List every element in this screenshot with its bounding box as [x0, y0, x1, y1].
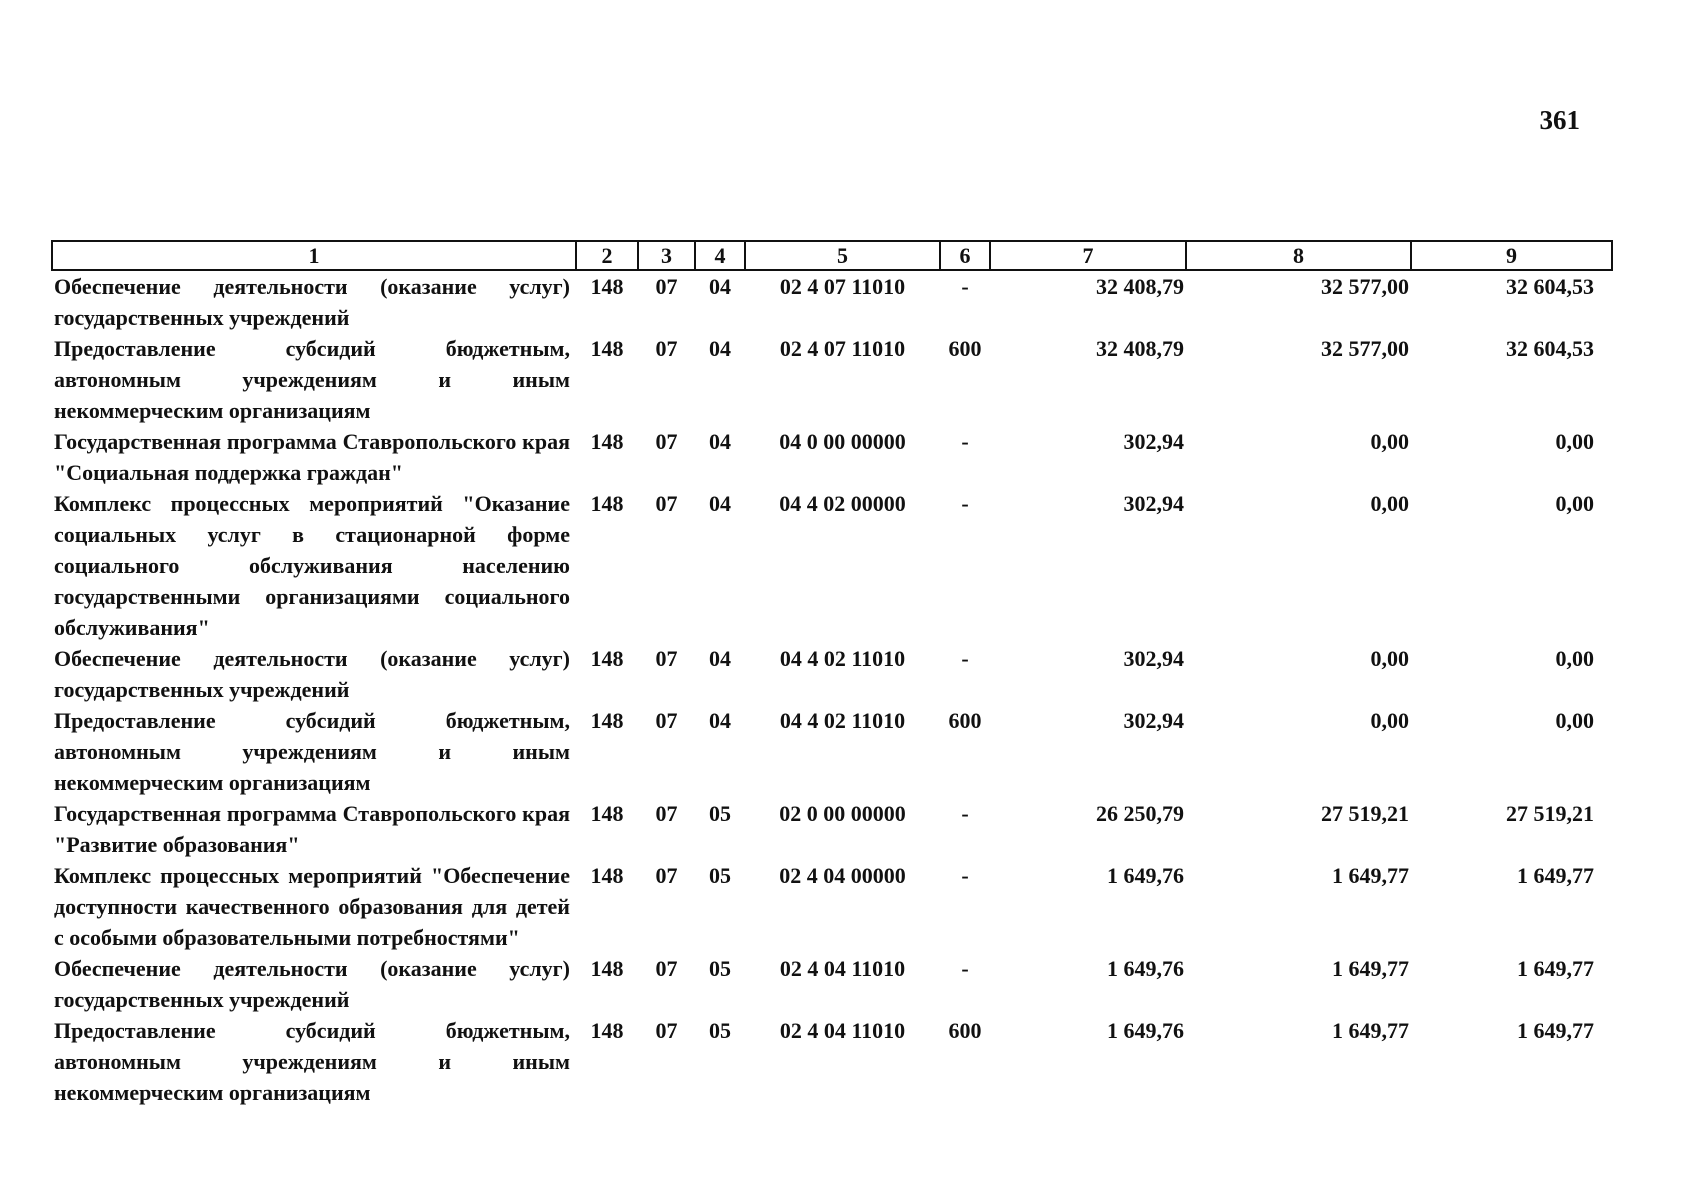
- row-sum-col7: 32 408,79: [1096, 274, 1184, 299]
- row-expense-type: -: [961, 491, 969, 516]
- row-expense-type: 600: [948, 336, 982, 361]
- row-expense-type: -: [961, 274, 969, 299]
- row-subsection: 05: [709, 863, 731, 888]
- table-row: [52, 1015, 1612, 1108]
- row-target-code: 02 0 00 00000: [779, 801, 906, 826]
- row-name: Предоставление субсидий бюджетным, автономным учреждениям и иным некоммерческим организациям: [54, 336, 570, 423]
- row-sum-col9: 0,00: [1555, 491, 1594, 516]
- budget-table: [51, 240, 1613, 1108]
- row-sum-col9: 32 604,53: [1506, 336, 1594, 361]
- row-sum-col9: 32 604,53: [1506, 274, 1594, 299]
- row-admin-code: 148: [590, 801, 624, 826]
- row-name: Обеспечение деятельности (оказание услуг) государственных учреждений: [54, 274, 570, 330]
- row-sum-col9: 0,00: [1555, 646, 1594, 671]
- table-row: [52, 426, 1612, 488]
- row-sum-col8: 0,00: [1370, 491, 1409, 516]
- row-section: 07: [655, 801, 678, 826]
- row-target-code: 02 4 07 11010: [779, 274, 906, 299]
- row-sum-col8: 0,00: [1370, 708, 1409, 733]
- row-target-code: 02 4 07 11010: [779, 336, 906, 361]
- row-expense-type: -: [961, 801, 969, 826]
- row-admin-code: 148: [590, 646, 624, 671]
- row-expense-type: 600: [948, 1018, 982, 1043]
- row-sum-col9: 0,00: [1555, 429, 1594, 454]
- row-name: Комплекс процессных мероприятий "Оказание социальных услуг в стационарной форме социального обслуживания населению государственными организациями социального обслуживания": [54, 491, 570, 640]
- row-sum-col8: 1 649,77: [1332, 956, 1409, 981]
- row-sum-col7: 1 649,76: [1107, 1018, 1184, 1043]
- row-sum-col9: 27 519,21: [1506, 801, 1594, 826]
- row-name: Обеспечение деятельности (оказание услуг) государственных учреждений: [54, 956, 570, 1012]
- row-name: Предоставление субсидий бюджетным, автономным учреждениям и иным некоммерческим организациям: [54, 1018, 570, 1105]
- row-section: 07: [655, 708, 678, 733]
- row-sum-col9: 0,00: [1555, 708, 1594, 733]
- row-subsection: 04: [709, 646, 731, 671]
- header-cell-1: 1: [52, 241, 576, 270]
- table-row: [52, 643, 1612, 705]
- table-row: [52, 798, 1612, 860]
- row-sum-col8: 1 649,77: [1332, 863, 1409, 888]
- row-admin-code: 148: [590, 863, 624, 888]
- row-sum-col8: 27 519,21: [1321, 801, 1409, 826]
- header-cell-3: 3: [638, 241, 695, 270]
- row-expense-type: -: [961, 863, 969, 888]
- row-name: Комплекс процессных мероприятий "Обеспечение доступности качественного образования для детей с особыми образовательными потребностями": [54, 863, 570, 950]
- header-cell-2: 2: [576, 241, 638, 270]
- row-sum-col7: 302,94: [1123, 646, 1184, 671]
- row-target-code: 02 4 04 11010: [779, 1018, 906, 1043]
- row-admin-code: 148: [590, 956, 624, 981]
- row-expense-type: 600: [948, 708, 982, 733]
- row-target-code: 02 4 04 11010: [779, 956, 906, 981]
- row-admin-code: 148: [590, 274, 624, 299]
- row-sum-col7: 302,94: [1123, 429, 1184, 454]
- row-section: 07: [655, 863, 678, 888]
- table-row: [52, 860, 1612, 953]
- row-subsection: 05: [709, 1018, 731, 1043]
- row-name: Обеспечение деятельности (оказание услуг) государственных учреждений: [54, 646, 570, 702]
- row-target-code: 04 4 02 11010: [779, 646, 906, 671]
- row-subsection: 05: [709, 956, 731, 981]
- row-sum-col8: 0,00: [1370, 429, 1409, 454]
- header-cell-4: 4: [695, 241, 745, 270]
- row-section: 07: [655, 491, 678, 516]
- row-sum-col8: 1 649,77: [1332, 1018, 1409, 1043]
- row-subsection: 05: [709, 801, 731, 826]
- row-sum-col7: 1 649,76: [1107, 956, 1184, 981]
- header-cell-6: 6: [940, 241, 990, 270]
- header-cell-8: 8: [1186, 241, 1411, 270]
- header-cell-5: 5: [745, 241, 940, 270]
- header-row: [52, 241, 1612, 270]
- row-subsection: 04: [709, 274, 731, 299]
- row-target-code: 04 0 00 00000: [779, 429, 906, 454]
- row-expense-type: -: [961, 646, 969, 671]
- table-row: [52, 488, 1612, 643]
- header-cell-7: 7: [990, 241, 1186, 270]
- table-row: [52, 270, 1612, 333]
- row-sum-col7: 26 250,79: [1096, 801, 1184, 826]
- row-sum-col9: 1 649,77: [1517, 863, 1594, 888]
- table-header: [52, 241, 1612, 270]
- row-sum-col8: 0,00: [1370, 646, 1409, 671]
- row-admin-code: 148: [590, 336, 624, 361]
- row-section: 07: [655, 646, 678, 671]
- row-section: 07: [655, 274, 678, 299]
- row-subsection: 04: [709, 708, 731, 733]
- row-sum-col7: 302,94: [1123, 708, 1184, 733]
- row-sum-col8: 32 577,00: [1321, 336, 1409, 361]
- row-subsection: 04: [709, 336, 731, 361]
- header-cell-9: 9: [1411, 241, 1612, 270]
- row-name: Государственная программа Ставропольского края "Социальная поддержка граждан": [54, 429, 570, 485]
- row-section: 07: [655, 336, 678, 361]
- row-sum-col9: 1 649,77: [1517, 1018, 1594, 1043]
- row-subsection: 04: [709, 491, 731, 516]
- table-row: [52, 953, 1612, 1015]
- row-sum-col7: 302,94: [1123, 491, 1184, 516]
- row-target-code: 02 4 04 00000: [779, 863, 906, 888]
- row-admin-code: 148: [590, 708, 624, 733]
- row-section: 07: [655, 956, 678, 981]
- row-name: Предоставление субсидий бюджетным, автономным учреждениям и иным некоммерческим организациям: [54, 708, 570, 795]
- row-expense-type: -: [961, 956, 969, 981]
- row-admin-code: 148: [590, 1018, 624, 1043]
- row-subsection: 04: [709, 429, 731, 454]
- row-target-code: 04 4 02 00000: [779, 491, 906, 516]
- row-sum-col9: 1 649,77: [1517, 956, 1594, 981]
- row-sum-col7: 1 649,76: [1107, 863, 1184, 888]
- row-section: 07: [655, 1018, 678, 1043]
- row-sum-col8: 32 577,00: [1321, 274, 1409, 299]
- row-section: 07: [655, 429, 678, 454]
- page-number: 361: [1539, 105, 1580, 135]
- row-target-code: 04 4 02 11010: [779, 708, 906, 733]
- row-expense-type: -: [961, 429, 969, 454]
- table-body: [52, 270, 1612, 1108]
- row-admin-code: 148: [590, 429, 624, 454]
- row-sum-col7: 32 408,79: [1096, 336, 1184, 361]
- row-admin-code: 148: [590, 491, 624, 516]
- row-name: Государственная программа Ставропольского края "Развитие образования": [54, 801, 570, 857]
- table-row: [52, 705, 1612, 798]
- table-row: [52, 333, 1612, 426]
